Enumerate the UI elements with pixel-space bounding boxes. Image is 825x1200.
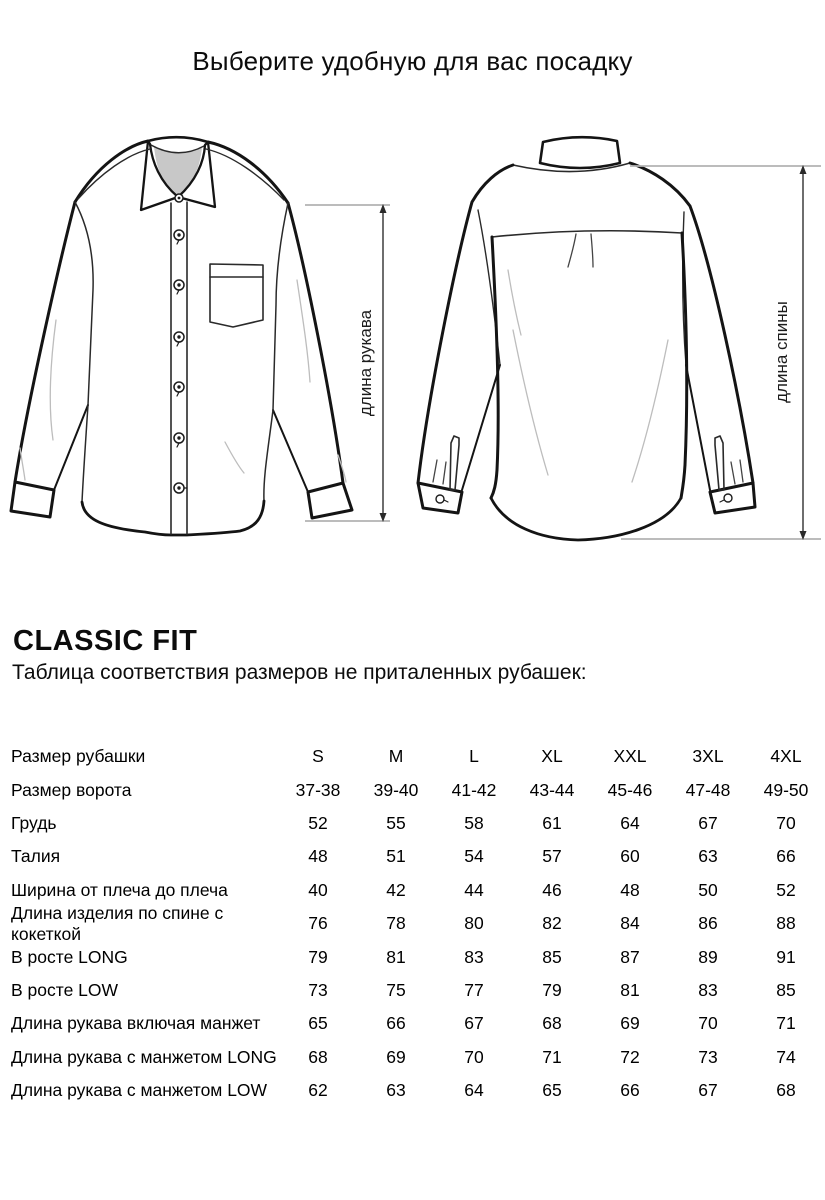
page-title: Выберите удобную для вас посадку <box>192 46 633 76</box>
table-cell: 37-38 <box>295 779 341 800</box>
table-cell: 3XL <box>692 746 724 767</box>
table-cell: 71 <box>542 1046 562 1067</box>
table-row-label: Размер ворота <box>11 779 132 800</box>
table-cell: S <box>312 746 324 767</box>
table-cell: 48 <box>620 879 640 900</box>
chest-pocket <box>210 264 263 327</box>
table-row-label: Размер рубашки <box>11 746 146 767</box>
table-cell: 66 <box>620 1080 640 1101</box>
table-cell: 63 <box>698 846 718 867</box>
table-row-label: Длина рукава с манжетом LONG <box>11 1046 277 1067</box>
table-cell: 51 <box>386 846 406 867</box>
table-cell: 82 <box>542 913 562 934</box>
table-cell: 76 <box>308 913 328 934</box>
table-cell: 81 <box>620 979 640 1000</box>
table-row-label: Ширина от плеча до плеча <box>11 879 228 900</box>
table-cell: 64 <box>620 812 640 833</box>
table-cell: 83 <box>698 979 718 1000</box>
table-cell: 4XL <box>770 746 802 767</box>
table-cell: 57 <box>542 846 562 867</box>
table-cell: 67 <box>698 812 718 833</box>
table-cell: 83 <box>464 946 484 967</box>
table-cell: 62 <box>308 1080 328 1101</box>
table-cell: 65 <box>308 1013 328 1034</box>
table-cell: L <box>469 746 479 767</box>
table-cell: 40 <box>308 879 328 900</box>
table-cell: 52 <box>308 812 328 833</box>
table-cell: 63 <box>386 1080 406 1101</box>
shirt-back-drawing <box>418 137 755 540</box>
table-cell: 73 <box>308 979 328 1000</box>
table-cell: 66 <box>386 1013 406 1034</box>
table-cell: 84 <box>620 913 640 934</box>
table-cell: 85 <box>542 946 562 967</box>
table-cell: 68 <box>542 1013 562 1034</box>
table-cell: 77 <box>464 979 484 1000</box>
table-row-label: В росте LOW <box>11 979 119 1000</box>
shirt-diagram-svg <box>0 130 825 575</box>
table-cell: 60 <box>620 846 640 867</box>
table-cell: 69 <box>386 1046 406 1067</box>
table-cell: 48 <box>308 846 328 867</box>
sleeve-length-dimension-line <box>305 204 390 522</box>
table-cell: 71 <box>776 1013 796 1034</box>
table-cell: 67 <box>464 1013 484 1034</box>
table-cell: 70 <box>698 1013 718 1034</box>
back-crease-lines <box>508 270 668 482</box>
table-cell: 41-42 <box>451 779 497 800</box>
table-cell: 65 <box>542 1080 562 1101</box>
table-cell: 87 <box>620 946 640 967</box>
cuff-buttons <box>436 494 732 503</box>
table-cell: 69 <box>620 1013 640 1034</box>
table-cell: 39-40 <box>373 779 419 800</box>
table-cell: 58 <box>464 812 484 833</box>
sleeve-length-label: длина рукава <box>356 309 375 417</box>
table-cell: 67 <box>698 1080 718 1101</box>
table-cell: 46 <box>542 879 562 900</box>
size-table <box>0 740 825 1107</box>
table-cell: 85 <box>776 979 796 1000</box>
table-cell: 44 <box>464 879 484 900</box>
table-cell: 66 <box>776 846 796 867</box>
table-cell: M <box>388 746 404 767</box>
table-cell: 68 <box>308 1046 328 1067</box>
table-cell: 86 <box>698 913 718 934</box>
table-cell: 61 <box>542 812 562 833</box>
table-cell: 52 <box>776 879 796 900</box>
section-subtitle: Таблица соответствия размеров не приталенных рубашек: <box>12 661 587 684</box>
table-cell: 79 <box>308 946 328 967</box>
table-row-label: Длина изделия по спине с кокеткой <box>11 902 224 944</box>
table-cell: 89 <box>698 946 718 967</box>
back-length-label: длина спины <box>772 301 791 403</box>
table-cell: XL <box>541 746 563 767</box>
table-cell: 74 <box>776 1046 796 1067</box>
section-heading: CLASSIC FIT <box>13 625 198 657</box>
table-row-label: Длина рукава включая манжет <box>11 1013 261 1034</box>
table-cell: 72 <box>620 1046 640 1067</box>
shirt-front-drawing <box>11 137 352 535</box>
table-cell: 88 <box>776 913 796 934</box>
table-cell: 81 <box>386 946 406 967</box>
table-row-label: В росте LONG <box>11 946 128 967</box>
table-cell: 70 <box>776 812 796 833</box>
table-cell: 64 <box>464 1080 484 1101</box>
table-cell: 75 <box>386 979 406 1000</box>
table-cell: 91 <box>776 946 796 967</box>
table-cell: 42 <box>386 879 406 900</box>
table-cell: 54 <box>464 846 484 867</box>
table-cell: 80 <box>464 913 484 934</box>
table-cell: 70 <box>464 1046 484 1067</box>
table-row-label: Талия <box>11 846 61 867</box>
table-cell: 47-48 <box>685 779 731 800</box>
table-cell: 55 <box>386 812 406 833</box>
table-cell: XXL <box>613 746 647 767</box>
table-cell: 79 <box>542 979 562 1000</box>
table-cell: 73 <box>698 1046 718 1067</box>
table-row-label: Грудь <box>11 812 57 833</box>
front-buttons <box>174 194 187 493</box>
table-cell: 68 <box>776 1080 796 1101</box>
table-row-label: Длина рукава с манжетом LOW <box>11 1080 268 1101</box>
table-cell: 78 <box>386 913 406 934</box>
shirt-diagram <box>0 130 825 575</box>
table-cell: 49-50 <box>763 779 809 800</box>
table-cell: 43-44 <box>529 779 575 800</box>
table-cell: 45-46 <box>607 779 653 800</box>
table-cell: 50 <box>698 879 718 900</box>
